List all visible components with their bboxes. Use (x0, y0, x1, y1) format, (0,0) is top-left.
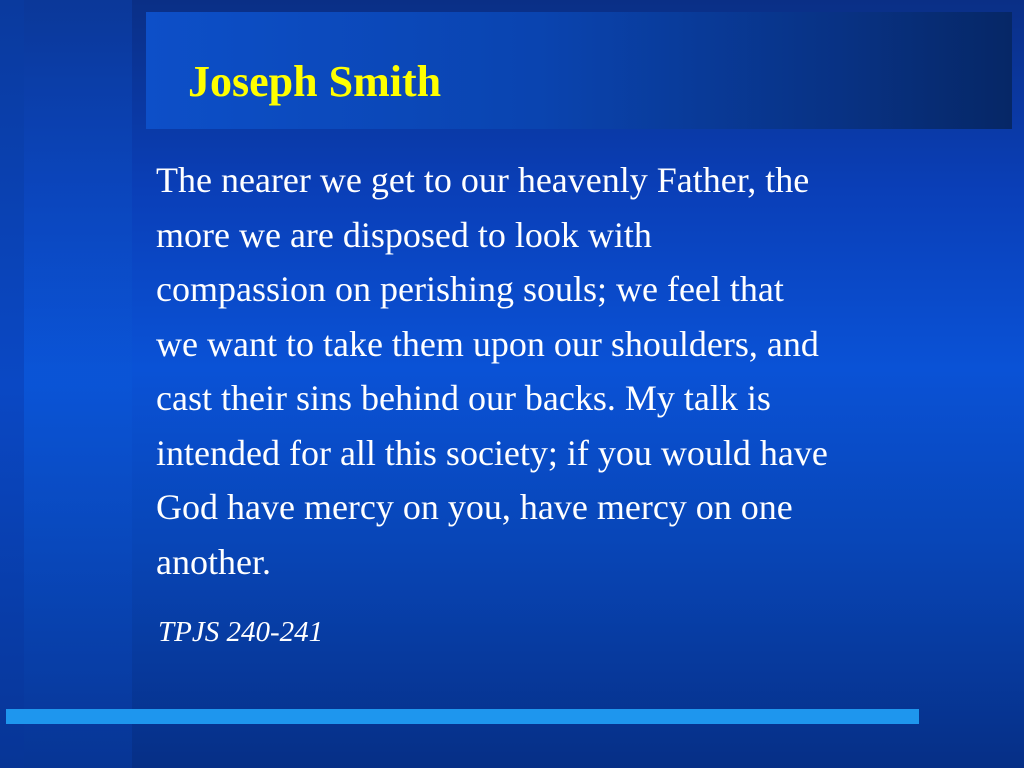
quote-line: The nearer we get to our heavenly Father, the (156, 160, 810, 200)
slide-title: Joseph Smith (188, 57, 442, 106)
quote-line: compassion on perishing souls; we feel that (156, 269, 784, 309)
quote-line: cast their sins behind our backs. My talk is (156, 378, 771, 418)
quote-line: more we are disposed to look with (156, 214, 652, 255)
left-column-panel (24, 0, 132, 768)
quote-text (156, 153, 986, 589)
quote-line: intended for all this society; if you would have (156, 432, 828, 473)
citation: TPJS 240-241 (158, 616, 324, 648)
bottom-accent-bar (6, 709, 919, 724)
quote-line: God have mercy on you, have mercy on one (156, 487, 793, 527)
left-stripe (0, 0, 24, 768)
quote-line: we want to take them upon our shoulders, and (156, 323, 819, 364)
quote-line: another. (156, 541, 271, 582)
